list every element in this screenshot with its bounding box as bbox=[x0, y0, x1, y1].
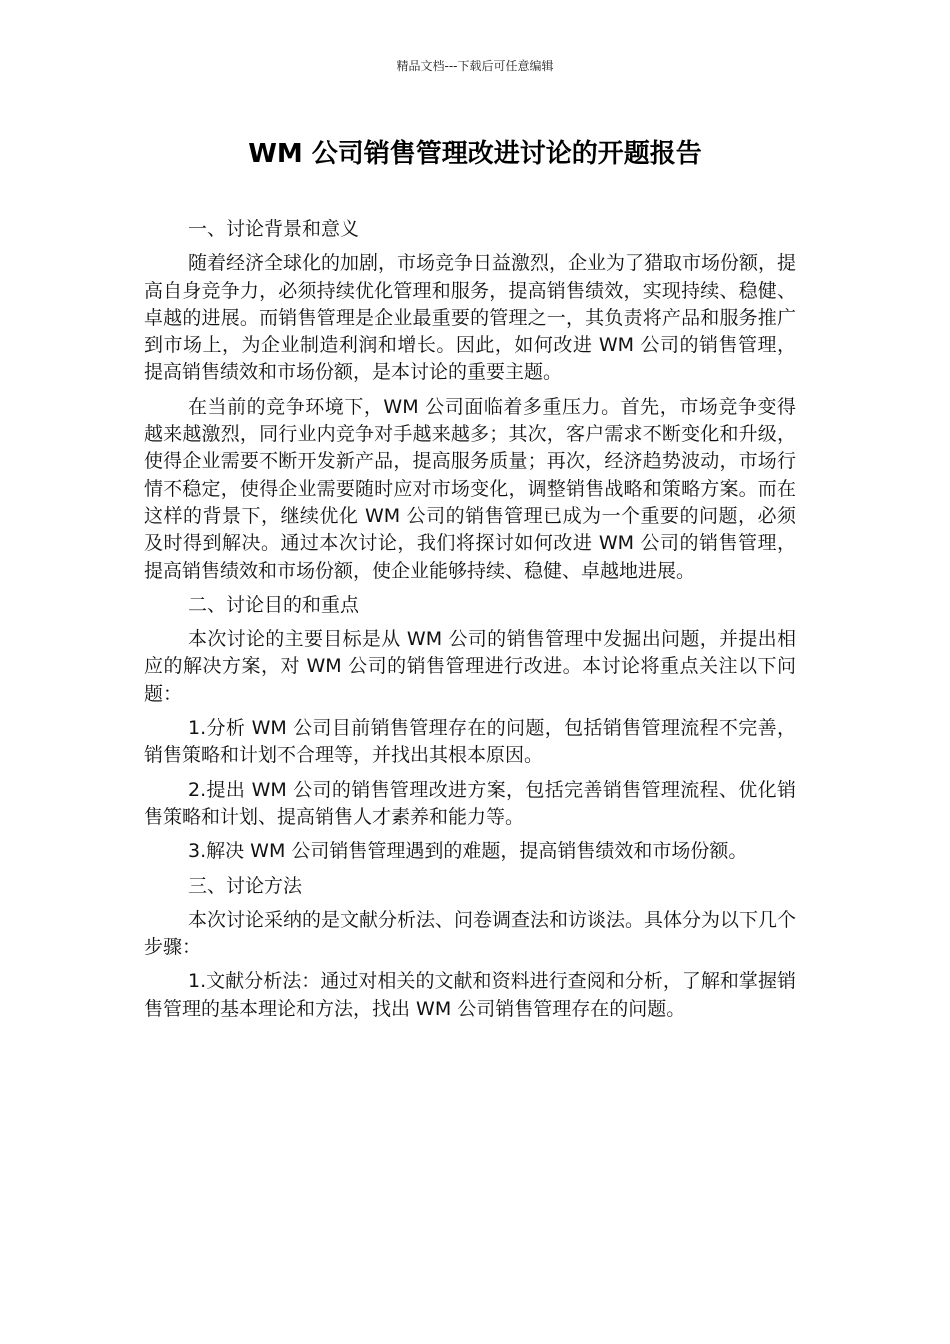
section-heading-purpose: 二、讨论目的和重点 bbox=[188, 593, 360, 616]
document-title: WM 公司销售管理改进讨论的开题报告 bbox=[248, 139, 702, 169]
list-item-method-1: 1.文献分析法：通过对相关的文献和资料进行查阅和分析，了解和掌握销售管理的基本理论和方法，找出 WM 公司销售管理存在的问题。 bbox=[144, 970, 796, 1020]
list-item-purpose-2: 2.提出 WM 公司的销售管理改进方案，包括完善销售管理流程、优化销售策略和计划、提高销售人才素养和能力等。 bbox=[144, 778, 796, 828]
paragraph-method-intro: 本次讨论采纳的是文献分析法、问卷调查法和访谈法。具体分为以下几个步骤： bbox=[144, 908, 797, 959]
list-item-purpose-1: 1.分析 WM 公司目前销售管理存在的问题，包括销售管理流程不完善，销售策略和计划不合理等，并找出其根本原因。 bbox=[144, 717, 796, 767]
paragraph-purpose-intro: 本次讨论的主要目标是从 WM 公司的销售管理中发掘出问题，并提出相应的解决方案，对 WM 公司的销售管理进行改进。本讨论将重点关注以下问题： bbox=[144, 628, 796, 705]
document-body bbox=[144, 216, 796, 1030]
list-item-purpose-3: 3.解决 WM 公司销售管理遇到的难题，提高销售绩效和市场份额。 bbox=[188, 840, 748, 863]
paragraph-background-2: 在当前的竞争环境下，WM 公司面临着多重压力。首先，市场竞争变得越来越激烈，同行业内竞争对手越来越多；其次，客户需求不断变化和升级，使得企业需要不断开发新产品，提高服务质量；再次，经济趋势波动，市场行情不稳定，使得企业需要随时应对市场变化，调整销售战略和策略方案。而在这样的背景下，继续优化 WM 公司的销售管理已成为一个重要的问题，必须及时得到解决。通过本次讨论，我们将探讨如何改进 WM 公司的销售管理，提高销售绩效和市场份额，使企业能够持续、稳健、卓越地进展。 bbox=[144, 395, 796, 582]
section-heading-background: 一、讨论背景和意义 bbox=[188, 218, 360, 240]
header-note: 精品文档---下载后可任意编辑 bbox=[396, 59, 554, 73]
section-heading-method: 三、讨论方法 bbox=[188, 874, 303, 897]
paragraph-background-1: 随着经济全球化的加剧，市场竞争日益激烈，企业为了猎取市场份额，提高自身竞争力，必须持续优化管理和服务，提高销售绩效，实现持续、稳健、卓越的进展。而销售管理是企业最重要的管理之一，其负责将产品和服务推广到市场上，为企业制造利润和增长。因此，如何改进 WM 公司的销售管理，提高销售绩效和市场份额，是本讨论的重要主题。 bbox=[144, 252, 797, 384]
